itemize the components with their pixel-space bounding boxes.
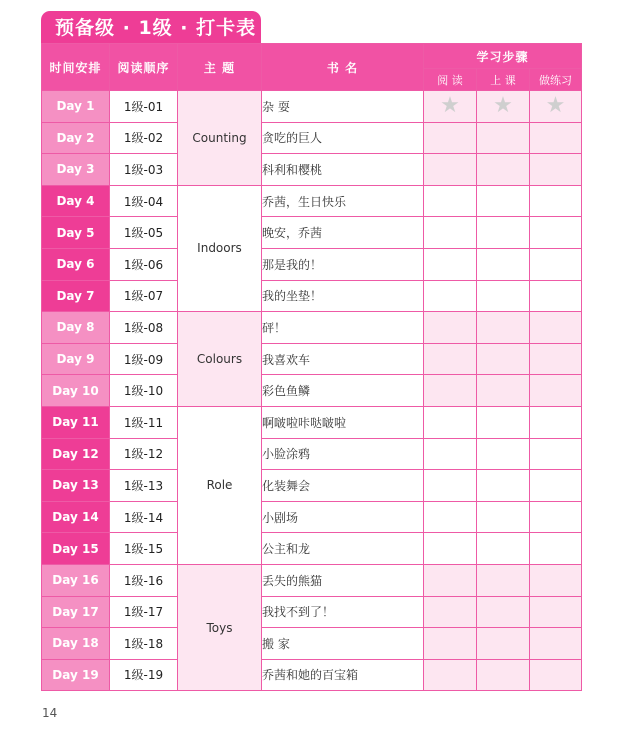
book-title-cell: 那是我的！ (262, 248, 424, 280)
header-book: 书 名 (262, 44, 424, 91)
step-class-checkbox[interactable] (477, 501, 530, 533)
star-icon: ★ (440, 93, 460, 119)
order-cell: 1级-10 (110, 375, 178, 407)
page-number: 14 (42, 706, 58, 720)
day-cell: Day 12 (42, 438, 110, 470)
step-class-checkbox[interactable] (477, 312, 530, 344)
day-cell: Day 9 (42, 343, 110, 375)
book-title-cell: 化装舞会 (262, 470, 424, 502)
step-class-checkbox[interactable] (477, 470, 530, 502)
topic-cell: Counting (178, 91, 262, 186)
step-class-checkbox[interactable] (477, 185, 530, 217)
step-read-checkbox[interactable] (424, 154, 477, 186)
step-practice-checkbox[interactable] (530, 154, 582, 186)
order-cell: 1级-12 (110, 438, 178, 470)
step-read-checkbox[interactable] (424, 406, 477, 438)
step-practice-checkbox[interactable] (530, 185, 582, 217)
day-cell: Day 11 (42, 406, 110, 438)
step-practice-checkbox[interactable] (530, 280, 582, 312)
book-title-cell: 我的坐垫！ (262, 280, 424, 312)
step-practice-checkbox[interactable] (530, 312, 582, 344)
day-cell: Day 3 (42, 154, 110, 186)
step-read-checkbox[interactable] (424, 438, 477, 470)
step-practice-checkbox[interactable] (530, 91, 582, 123)
book-title-cell: 公主和龙 (262, 533, 424, 565)
order-cell: 1级-11 (110, 406, 178, 438)
order-cell: 1级-01 (110, 91, 178, 123)
order-cell: 1级-04 (110, 185, 178, 217)
table-row (42, 533, 582, 565)
step-read-checkbox[interactable] (424, 122, 477, 154)
step-class-checkbox[interactable] (477, 438, 530, 470)
step-class-checkbox[interactable] (477, 343, 530, 375)
order-cell: 1级-02 (110, 122, 178, 154)
step-practice-checkbox[interactable] (530, 375, 582, 407)
book-title-cell: 我喜欢车 (262, 343, 424, 375)
order-cell: 1级-14 (110, 501, 178, 533)
step-practice-checkbox[interactable] (530, 596, 582, 628)
step-class-checkbox[interactable] (477, 628, 530, 660)
table-row (42, 91, 582, 123)
table-row (42, 280, 582, 312)
day-cell: Day 17 (42, 596, 110, 628)
day-cell: Day 8 (42, 312, 110, 344)
step-read-checkbox[interactable] (424, 564, 477, 596)
step-class-checkbox[interactable] (477, 596, 530, 628)
topic-cell: Indoors (178, 185, 262, 311)
book-title-cell: 砰！ (262, 312, 424, 344)
step-class-checkbox[interactable] (477, 564, 530, 596)
header-topic: 主 题 (178, 44, 262, 91)
table-row (42, 659, 582, 691)
step-read-checkbox[interactable] (424, 501, 477, 533)
step-practice-checkbox[interactable] (530, 343, 582, 375)
step-practice-checkbox[interactable] (530, 248, 582, 280)
step-read-checkbox[interactable] (424, 280, 477, 312)
table-row (42, 438, 582, 470)
table-row (42, 596, 582, 628)
day-cell: Day 10 (42, 375, 110, 407)
day-cell: Day 5 (42, 217, 110, 249)
checkin-table (41, 43, 582, 691)
table-body (42, 91, 582, 691)
step-read-checkbox[interactable] (424, 343, 477, 375)
step-class-checkbox[interactable] (477, 122, 530, 154)
book-title-cell: 彩色鱼鳞 (262, 375, 424, 407)
order-cell: 1级-07 (110, 280, 178, 312)
order-cell: 1级-03 (110, 154, 178, 186)
book-title-cell: 小脸涂鸦 (262, 438, 424, 470)
step-class-checkbox[interactable] (477, 154, 530, 186)
book-title-cell: 我找不到了！ (262, 596, 424, 628)
topic-cell: Role (178, 406, 262, 564)
day-cell: Day 14 (42, 501, 110, 533)
step-read-checkbox[interactable] (424, 217, 477, 249)
table-row (42, 122, 582, 154)
day-cell: Day 15 (42, 533, 110, 565)
book-title-cell: 杂 耍 (262, 91, 424, 123)
order-cell: 1级-08 (110, 312, 178, 344)
day-cell: Day 16 (42, 564, 110, 596)
step-class-checkbox[interactable] (477, 280, 530, 312)
order-cell: 1级-05 (110, 217, 178, 249)
table-row (42, 185, 582, 217)
table-row (42, 406, 582, 438)
order-cell: 1级-09 (110, 343, 178, 375)
table-row (42, 628, 582, 660)
book-title-cell: 科利和樱桃 (262, 154, 424, 186)
step-read-checkbox[interactable] (424, 470, 477, 502)
table-row (42, 470, 582, 502)
order-cell: 1级-19 (110, 659, 178, 691)
book-title-cell: 乔茜和她的百宝箱 (262, 659, 424, 691)
step-class-checkbox[interactable] (477, 248, 530, 280)
step-read-checkbox[interactable] (424, 248, 477, 280)
step-practice-checkbox[interactable] (530, 217, 582, 249)
step-class-checkbox[interactable] (477, 217, 530, 249)
step-practice-checkbox[interactable] (530, 470, 582, 502)
book-title-cell: 啊啵啦咔哒啵啦 (262, 406, 424, 438)
step-read-checkbox[interactable] (424, 596, 477, 628)
header-steps: 学习步骤 (424, 44, 582, 69)
order-cell: 1级-18 (110, 628, 178, 660)
book-title-cell: 小剧场 (262, 501, 424, 533)
book-title-cell: 丢失的熊猫 (262, 564, 424, 596)
step-practice-checkbox[interactable] (530, 438, 582, 470)
book-title-cell: 晚安，乔茜 (262, 217, 424, 249)
order-cell: 1级-16 (110, 564, 178, 596)
header-step-class: 上 课 (477, 69, 530, 91)
table-row (42, 375, 582, 407)
book-title-cell: 乔茜，生日快乐 (262, 185, 424, 217)
day-cell: Day 13 (42, 470, 110, 502)
step-class-checkbox[interactable] (477, 659, 530, 691)
step-read-checkbox[interactable] (424, 628, 477, 660)
step-practice-checkbox[interactable] (530, 122, 582, 154)
topic-cell: Colours (178, 312, 262, 407)
table-row (42, 312, 582, 344)
table-row (42, 248, 582, 280)
order-cell: 1级-15 (110, 533, 178, 565)
table-row (42, 343, 582, 375)
step-practice-checkbox[interactable] (530, 406, 582, 438)
step-read-checkbox[interactable] (424, 375, 477, 407)
step-class-checkbox[interactable] (477, 375, 530, 407)
day-cell: Day 19 (42, 659, 110, 691)
table-row (42, 564, 582, 596)
step-practice-checkbox[interactable] (530, 533, 582, 565)
day-cell: Day 4 (42, 185, 110, 217)
book-title-cell: 搬 家 (262, 628, 424, 660)
table-row (42, 501, 582, 533)
table-row (42, 154, 582, 186)
step-practice-checkbox[interactable] (530, 564, 582, 596)
star-icon: ★ (493, 93, 513, 119)
day-cell: Day 1 (42, 91, 110, 123)
day-cell: Day 6 (42, 248, 110, 280)
step-read-checkbox[interactable] (424, 185, 477, 217)
order-cell: 1级-13 (110, 470, 178, 502)
step-read-checkbox[interactable] (424, 533, 477, 565)
step-read-checkbox[interactable] (424, 659, 477, 691)
step-class-checkbox[interactable] (477, 406, 530, 438)
step-class-checkbox[interactable] (477, 533, 530, 565)
header-order: 阅读顺序 (110, 44, 178, 91)
book-title-cell: 贪吃的巨人 (262, 122, 424, 154)
step-practice-checkbox[interactable] (530, 628, 582, 660)
star-icon: ★ (545, 93, 566, 119)
order-cell: 1级-17 (110, 596, 178, 628)
day-cell: Day 7 (42, 280, 110, 312)
step-read-checkbox[interactable] (424, 312, 477, 344)
step-read-checkbox[interactable] (424, 91, 477, 123)
step-class-checkbox[interactable] (477, 91, 530, 123)
day-cell: Day 2 (42, 122, 110, 154)
header-step-read: 阅 读 (424, 69, 477, 91)
day-cell: Day 18 (42, 628, 110, 660)
header-time: 时间安排 (42, 44, 110, 91)
step-practice-checkbox[interactable] (530, 659, 582, 691)
order-cell: 1级-06 (110, 248, 178, 280)
step-practice-checkbox[interactable] (530, 501, 582, 533)
topic-cell: Toys (178, 564, 262, 690)
table-row (42, 217, 582, 249)
page-title: 预备级 · 1级 · 打卡表 (41, 11, 261, 43)
header-step-practice: 做练习 (530, 69, 582, 91)
